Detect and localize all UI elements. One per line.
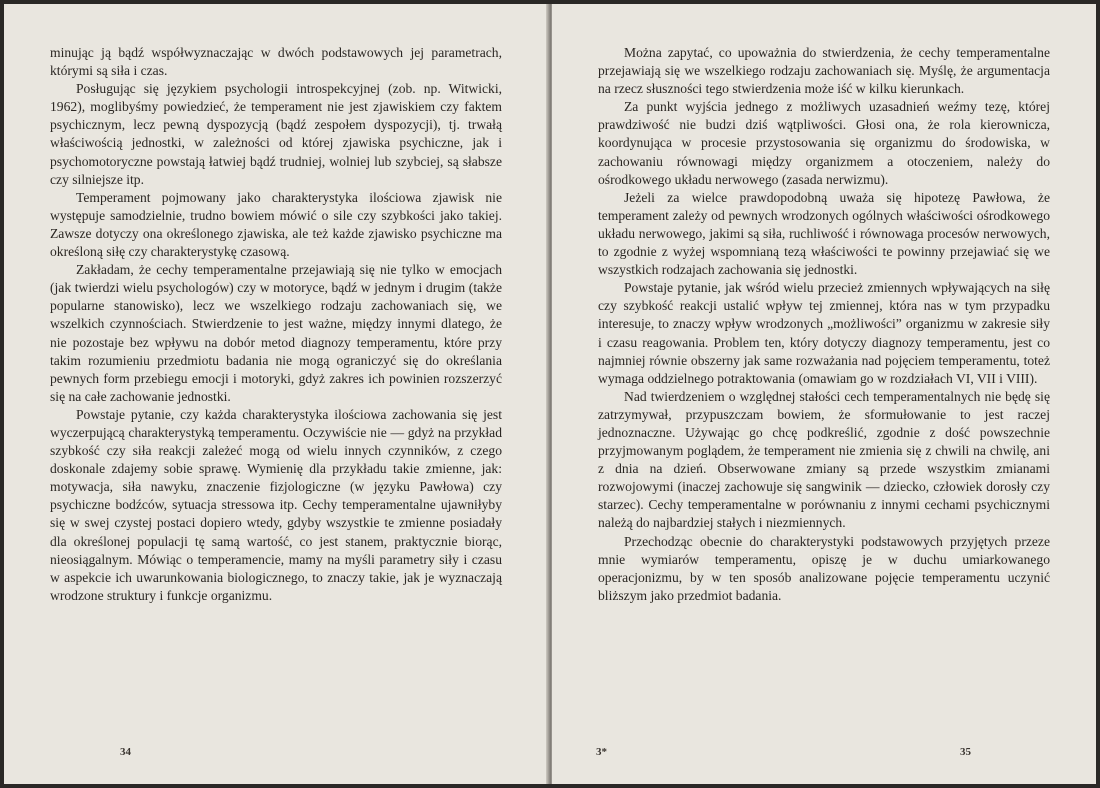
paragraph: Przechodząc obecnie do charakterystyki podstawowych przyjętych przeze mnie wymiarów temperamentu, opiszę je w duchu umiarkowanego operacjonizmu, by w ten sposób analizowane pojęcie temperamentu uczynić bliższym jako przedmiot badania. [598,533,1050,603]
left-page [4,4,548,784]
paragraph: Za punkt wyjścia jednego z możliwych uzasadnień weźmy tezę, której prawdziwość nie budzi dziś wątpliwości. Głosi ona, że rola kierownicza, koordynująca w procesie przystosowania się organizmu do środowiska, w zachowaniu równowagi między organizmem a otoczeniem, należy do ośrodkowego układu nerwowego (zasada nerwizmu). [598,99,1050,187]
paragraph: Powstaje pytanie, czy każda charakterystyka ilościowa zachowania się jest wyczerpującą charakterystyką temperamentu. Oczywiście nie — gdyż na przykład szybkość czy siła reakcji zależeć mogą od wielu innych czynników, z czego doskonale zdajemy sobie sprawę. Wymienię dla przykładu takie zmienne, jak: motywacja, siła nawyku, znaczenie fizjologiczne (w języku Pawłowa) czy psychiczne bodźców, sytuacja stressowa itp. Cechy temperamentalne ujawniłyby się w swej czystej postaci dopiero wtedy, gdyby wszystkie te zmienne posiadały dla określonej populacji tę samą wartość, co jest stanem, praktycznie biorąc, nieosiągalnym. Mówiąc o temperamencie, mamy na myśli parametry siły i czasu w aspekcie ich uwarunkowania biologicznego, to znaczy takie, jak je wyznaczają wrodzone struktury i funkcje organizmu. [50,406,502,603]
right-page [552,4,1096,784]
paragraph: Posługując się językiem psychologii introspekcyjnej (zob. np. Witwicki, 1962), moglibyśmy powiedzieć, że temperament nie jest zjawiskiem czy faktem psychicznym, lecz pewną dyspozycją (bądź zespołem dyspozycji), tj. trwałą właściwością jednostki, w zależności od której zjawiska psychiczne, jak i psychomotoryczne powstają łatwiej bądź trudniej, wolniej lub szybciej, są słabsze czy silniejsze itp. [50,81,502,187]
paragraph: Zakładam, że cechy temperamentalne przejawiają się nie tylko w emocjach (jak twierdzi wielu psychologów) czy w motoryce, bądź w jednym i drugim (także popularne stanowisko), lecz we wszelkiego rodzaju zachowaniach się, we wszelkich czynnościach. Stwierdzenie to jest ważne, między innymi dlatego, że nie pozostaje bez wpływu na dobór metod diagnozy temperamentu, które przy takim rozumieniu przedmiotu badania nie mogą ograniczyć się do określania pewnych form przebiegu emocji i motoryki, gdyż zakres ich powinien rozszerzyć się na całe zachowanie jednostki. [50,262,502,404]
right-page-body [598,44,1050,605]
paragraph: Nad twierdzeniem o względnej stałości cech temperamentalnych nie będę się zatrzymywał, przypuszczam bowiem, że sformułowanie to jest raczej jednoznaczne. Używając go chcę podkreślić, zgodnie z dość powszechnie przyjmowanym poglądem, że temperament nie zmienia się z chwili na chwilę, ani z dnia na dzień. Obserwowane zmiany są przede wszystkim zmianami rozwojowymi (inaczej zachowuje się sangwinik — dziecko, człowiek dorosły czy starzec). Cechy temperamentalne w porównaniu z innymi cechami psychicznymi należą do najbardziej stałych i niezmiennych. [598,388,1050,531]
paragraph: minując ją bądź współwyznaczając w dwóch podstawowych jej parametrach, którymi są siła i czas. [50,45,502,79]
left-page-body [50,44,502,605]
page-number: 34 [120,746,131,758]
paragraph: Temperament pojmowany jako charakterystyka ilościowa zjawisk nie występuje samodzielnie, trudno bowiem mówić o sile czy szybkości jako takiej. Zawsze dotyczy ona określonego zjawiska, ale też każde zjawisko psychiczne ma określoną siłę czy charakterystykę czasową. [50,189,502,260]
paragraph: Powstaje pytanie, jak wśród wielu przecież zmiennych wpływających na siłę czy szybkość reakcji ustalić wpływ tej zmiennej, która nas w tym przypadku interesuje, to znaczy wpływ wrodzonych „możliwości” organizmu w zakresie siły i czasu reagowania. Problem ten, który dotyczy diagnozy temperamentu, jest co najmniej równie obszerny jak same rozważania nad pojęciem temperamentu, toteż wymaga oddzielnego potraktowania (omawiam go w rozdziałach VI, VII i VIII). [598,280,1050,386]
paragraph: Jeżeli za wielce prawdopodobną uważa się hipotezę Pawłowa, że temperament zależy od pewnych wrodzonych ogólnych właściwości ośrodkowego układu nerwowego, jakimi są siła, ruchliwość i równowaga procesów nerwowych, to zgodnie z wyżej wspomnianą tezą właściwości te powinny przejawiać się we wszystkich rodzajach zachowania się jednostki. [598,189,1050,278]
signature-mark: 3* [596,746,607,758]
paragraph: Można zapytać, co upoważnia do stwierdzenia, że cechy temperamentalne przejawiają się we wszelkiego rodzaju zachowaniach się. Myślę, że argumentacja na rzecz słuszności tego stwierdzenia może iść w kilku kierunkach. [598,45,1050,97]
page-number: 35 [960,746,971,758]
